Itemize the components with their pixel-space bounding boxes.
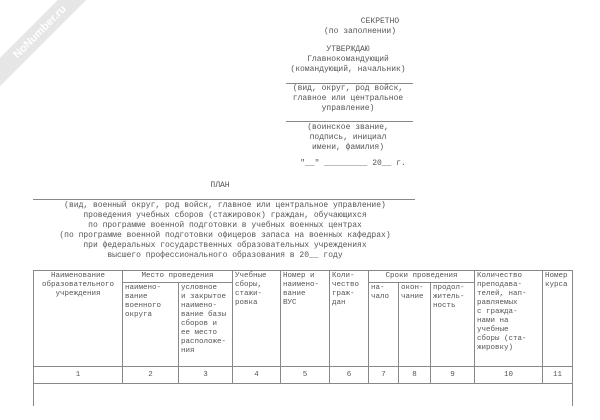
header-base: условное и закрытое наимено- вание базы сборов и ее место расположе- ния — [179, 283, 233, 367]
secret-note: (по заполнении) — [323, 27, 396, 36]
empty-row — [34, 384, 573, 407]
document-title: ПЛАН — [210, 181, 230, 190]
column-number: 2 — [123, 367, 179, 384]
divider — [286, 121, 413, 122]
header-end: окон- чание — [399, 283, 431, 367]
divider — [33, 199, 415, 200]
header-teachers: Количество преподава- телей, нап- равляемых с гражда- нами на учебные сборы (ста- жировку) — [475, 271, 543, 367]
header-institution: Наименование образовательного учреждения — [34, 271, 123, 367]
header-dates: Сроки проведения — [369, 271, 475, 283]
header-place: Место проведения — [123, 271, 233, 283]
header-count: Коли- чество граж- дан — [330, 271, 369, 367]
column-numbers-row — [34, 367, 573, 384]
commander-label: Главнокомандующий — [307, 55, 389, 64]
header-district: наимено- вание военного округа — [123, 283, 179, 367]
commander-note: (командующий, начальник) — [290, 65, 406, 74]
header-training: Учебные сборы, стажи- ровка — [233, 271, 281, 367]
signature-note: (воинское звание, подпись, инициал имени, фамилия) — [307, 123, 389, 152]
column-number: 9 — [431, 367, 475, 384]
header-duration: продол- житель- ность — [431, 283, 475, 367]
secret-label: СЕКРЕТНО — [360, 17, 400, 26]
document-subtitle: проведения учебных сборов (стажировок) граждан, обучающихся по программе военной подготовки в учебных военных центрах (по программе военной подготовки офицеров запаса на военных кафедрах) при федеральных государственных образовательных учреждениях высшего профессионального образования в 20__ году — [59, 211, 391, 260]
column-number: 7 — [369, 367, 399, 384]
column-number: 8 — [399, 367, 431, 384]
approve-label: УТВЕРЖДАЮ — [326, 45, 370, 54]
column-number: 3 — [179, 367, 233, 384]
header-start: на- чало — [369, 283, 399, 367]
header-course: Номер курса — [543, 271, 573, 367]
approval-date: "__" _________ 20__ г. — [300, 159, 406, 168]
column-number: 6 — [330, 367, 369, 384]
org-note: (вид, округ, род войск, главное или центральное управление) — [292, 84, 404, 113]
column-number: 10 — [475, 367, 543, 384]
column-number: 11 — [543, 367, 573, 384]
org-hint: (вид, военный округ, род войск, главное или центральное управление) — [64, 201, 386, 210]
plan-table — [33, 270, 573, 406]
watermark: NoNumber.ru — [0, 0, 104, 96]
column-number: 1 — [34, 367, 123, 384]
column-number: 5 — [281, 367, 330, 384]
column-number: 4 — [233, 367, 281, 384]
header-vus: Номер и наимено- вание ВУС — [281, 271, 330, 367]
